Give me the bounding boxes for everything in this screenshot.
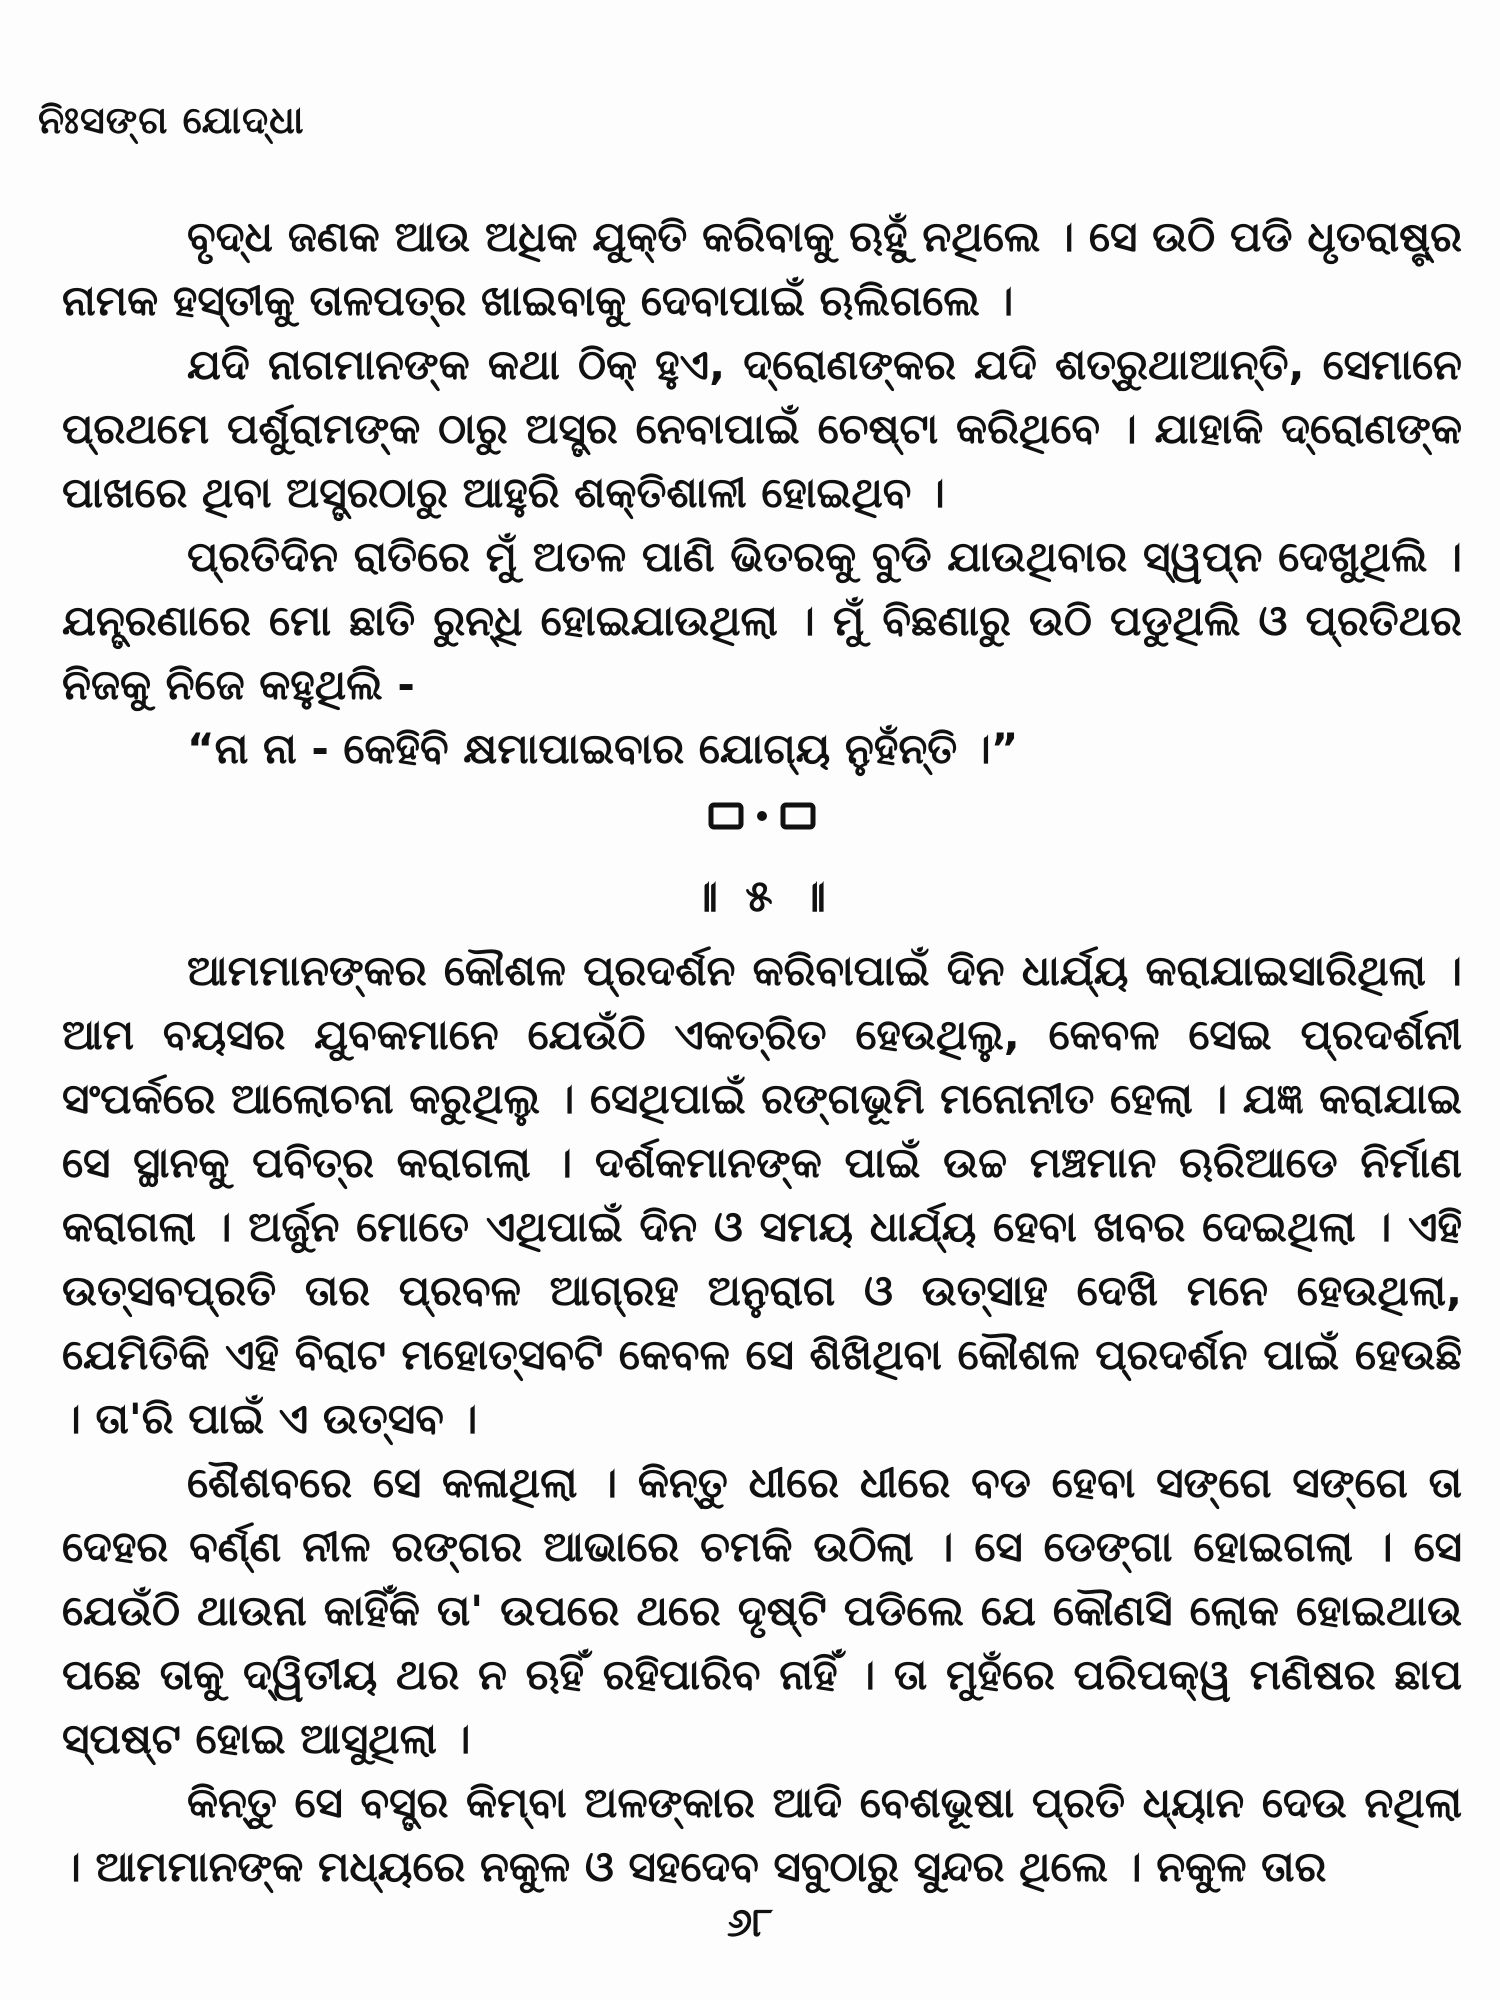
separator-ornament-icon bbox=[707, 797, 817, 833]
paragraph: ଶୈଶବରେ ସେ କଳାଥିଲା । କିନ୍ତୁ ଧୀରେ ଧୀରେ ବଡ ହେବା ସଙ୍ଗେ ସଙ୍ଗେ ତା ଦେହର ବର୍ଣ୍ଣ ନୀଳ ରଙ୍ଗର ଆଭାରେ ଚମକି ଉଠିଲା । ସେ ଡେଙ୍ଗା ହୋଇଗଲା । ସେ ଯେଉଁଠି ଥାଉନା କାହିଁକି ତା' ଉପରେ ଥରେ ଦୃଷ୍ଟି ପଡିଲେ ଯେ କୌଣସି ଲୋକ ହୋଇଥାଉ ପଛେ ତାକୁ ଦ୍ୱିତୀୟ ଥର ନ ଋହିଁ ରହିପାରିବ ନାହିଁ । ତା ମୁହଁରେ ପରିପକ୍ୱ ମଣିଷର ଛାପ ସ୍ପଷ୍ଟ ହୋଇ ଆସୁଥିଲା । bbox=[62, 1458, 1462, 1763]
paragraph: ପ୍ରତିଦିନ ରାତିରେ ମୁଁ ଅତଳ ପାଣି ଭିତରକୁ ବୁଡି ଯାଉଥିବାର ସ୍ୱପ୍ନ ଦେଖୁଥିଲି । ଯନ୍ତ୍ରଣାରେ ମୋ ଛାତି ରୁନ୍ଧି ହୋଇଯାଉଥିଲା । ମୁଁ ବିଛଣାରୁ ଉଠି ପଡୁଥିଲି ଓ ପ୍ରତିଥର ନିଜକୁ ନିଜେ କହୁଥିଲି - bbox=[62, 532, 1462, 709]
body-text bbox=[62, 205, 1462, 1899]
running-title: ନିଃସଙ୍ଗ ଯୋଦ୍ଧା bbox=[38, 98, 305, 142]
chapter-number: ॥ ୫ ॥ bbox=[691, 871, 833, 922]
paragraph: ବୃଦ୍ଧ ଜଣକ ଆଉ ଅଧିକ ଯୁକ୍ତି କରିବାକୁ ଋହୁଁ ନଥିଲେ । ସେ ଉଠି ପଡି ଧୃତରାଷ୍ଟ୍ର ନାମକ ହସ୍ତୀକୁ ତାଳପତ୍ର ଖାଇବାକୁ ଦେବାପାଇଁ ଋଲିଗଲେ । bbox=[62, 212, 1462, 325]
paragraph: ଯଦି ନାଗମାନଙ୍କ କଥା ଠିକ୍ ହୁଏ, ଦ୍ରୋଣଙ୍କର ଯଦି ଶତ୍ରୁଥାଆନ୍ତି, ସେମାନେ ପ୍ରଥମେ ପର୍ଶୁରାମଙ୍କ ଠାରୁ ଅସ୍ତ୍ର ନେବାପାଇଁ ଚେଷ୍ଟା କରିଥିବେ । ଯାହାକି ଦ୍ରୋଣଙ୍କ ପାଖରେ ଥିବା ଅସ୍ତ୍ରଠାରୁ ଆହୁରି ଶକ୍ତିଶାଳୀ ହୋଇଥିବ । bbox=[62, 340, 1462, 517]
paragraph: ଆମମାନଙ୍କର କୌଶଳ ପ୍ରଦର୍ଶନ କରିବାପାଇଁ ଦିନ ଧାର୍ଯ୍ୟ କରାଯାଇସାରିଥିଲା । ଆମ ବୟସର ଯୁବକମାନେ ଯେଉଁଠି ଏକତ୍ରିତ ହେଉଥିଲୁ, କେବଳ ସେଇ ପ୍ରଦର୍ଶନୀ ସଂପର୍କରେ ଆଲୋଚନା କରୁଥିଲୁ । ସେଥିପାଇଁ ରଙ୍ଗଭୂମି ମନୋନୀତ ହେଲା । ଯଜ୍ଞ କରାଯାଇ ସେ ସ୍ଥାନକୁ ପବିତ୍ର କରାଗଲା । ଦର୍ଶକମାନଙ୍କ ପାଇଁ ଉଚ୍ଚ ମଞ୍ଚମାନ ଋରିଆଡେ ନିର୍ମାଣ କରାଗଲା । ଅର୍ଜୁନ ମୋତେ ଏଥିପାଇଁ ଦିନ ଓ ସମୟ ଧାର୍ଯ୍ୟ ହେବା ଖବର ଦେଇଥିଲା । ଏହି ଉତ୍ସବପ୍ରତି ତାର ପ୍ରବଳ ଆଗ୍ରହ ଅନୁରାଗ ଓ ଉତ୍ସାହ ଦେଖି ମନେ ହେଉଥିଲା, ଯେମିତିକି ଏହି ବିରାଟ ମହୋତ୍ସବଟି କେବଳ ସେ ଶିଖିଥିବା କୌଶଳ ପ୍ରଦର୍ଶନ ପାଇଁ ହେଉଛି । ତା'ରି ପାଇଁ ଏ ଉତ୍ସବ । bbox=[62, 946, 1462, 1443]
page-number: ୬୮ bbox=[727, 1900, 773, 1946]
paragraph: କିନ୍ତୁ ସେ ବସ୍ତ୍ର କିମ୍ବା ଅଳଙ୍କାର ଆଦି ବେଶଭୂଷା ପ୍ରତି ଧ୍ୟାନ ଦେଉ ନଥିଲା । ଆମମାନଙ୍କ ମଧ୍ୟରେ ନକୁଳ ଓ ସହଦେବ ସବୁଠାରୁ ସୁନ୍ଦର ଥିଲେ । ନକୁଳ ତାର bbox=[62, 1778, 1462, 1891]
section-separator-ornament bbox=[62, 787, 1462, 835]
quoted-line: “ନା ନା - କେହିବି କ୍ଷମାପାଇବାର ଯୋଗ୍ୟ ନୁହଁନ୍ତି ।” bbox=[187, 724, 1019, 773]
